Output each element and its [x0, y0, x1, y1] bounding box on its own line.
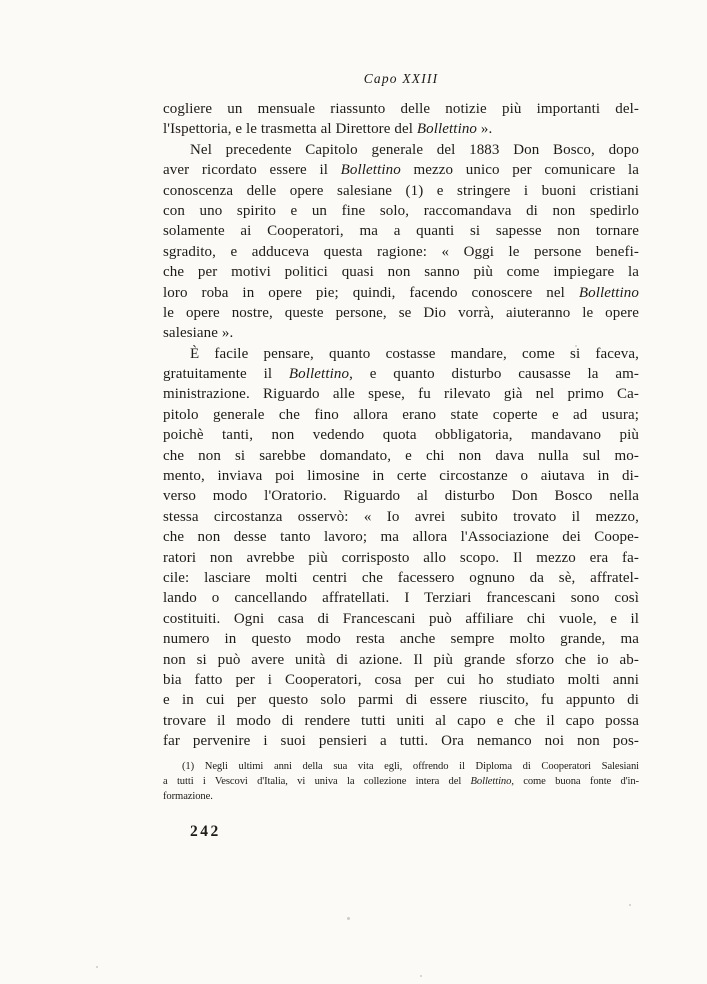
text-line: verso modo l'Oratorio. Riguardo al disturbo Don Bosco nella [163, 488, 639, 505]
text-line: trovare il modo di rendere tutti uniti al capo e che il capo possa [163, 712, 639, 729]
text-line: che non si sarebbe domandato, e chi non dava nulla sul mo- [163, 447, 639, 464]
text-line: con uno spirito e un fine solo, raccomandava di non spedirlo [163, 202, 639, 219]
text-line: che per motivi politici quasi non sanno più come impiegare la [163, 264, 639, 281]
body-text [163, 99, 639, 752]
footnote [163, 759, 639, 805]
text-line: Nel precedente Capitolo generale del 1883 Don Bosco, dopo [190, 141, 639, 158]
text-line: ratori non avrebbe più corrisposto allo scopo. Il mezzo era fa- [163, 549, 639, 566]
text-line: loro roba in opere pie; quindi, facendo conoscere nel Bollettino [163, 284, 639, 301]
text-line: salesiane ». [163, 325, 234, 342]
paragraph [163, 140, 639, 344]
text-line: aver ricordato essere il Bollettino mezzo unico per comunicare la [163, 162, 640, 179]
text-line: cile: lasciare molti centri che facessero ognuno da sè, affratel- [163, 569, 639, 586]
text-line: pitolo generale che fino allora erano state coperte e ad usura; [163, 406, 639, 423]
scan-speck [347, 917, 350, 920]
scan-speck [96, 966, 98, 968]
text-line: stessa circostanza osservò: « Io avrei subito trovato il mezzo, [163, 508, 639, 525]
text-line: mento, inviava poi limosine in certe circostanze o aiutava in di- [163, 468, 639, 485]
page-number: 242 [190, 823, 221, 840]
paragraph [163, 99, 639, 140]
text-line: non si può avere unità di azione. Il più grande sforzo che io ab- [163, 651, 639, 668]
text-line: far pervenire i suoi pensieri a tutti. Ora nemanco noi non pos- [163, 733, 639, 750]
text-line: lando o cancellando affratellati. I Terziari francescani sono così [163, 590, 639, 607]
text-line: e in cui per questo solo parmi di essere riuscito, fu appunto di [163, 692, 639, 709]
text-line: gratuitamente il Bollettino, e quanto disturbo causasse la am- [163, 366, 639, 383]
text-line: conoscenza delle opere salesiane (1) e stringere i buoni cristiani [163, 182, 639, 199]
text-line: a tutti i Vescovi d'Italia, vi univa la collezione intera del Bollettino, come buona fonte d'in- [163, 776, 639, 788]
text-line: numero in questo modo resta anche sempre molto grande, ma [163, 631, 639, 648]
scan-speck [575, 345, 577, 347]
text-line: sgradito, e adduceva questa ragione: « Oggi le persone benefi- [163, 243, 639, 260]
text-line: È facile pensare, quanto costasse mandare, come si faceva, [190, 345, 639, 362]
text-line: ministrazione. Riguardo alle spese, fu rilevato già nel primo Ca- [163, 386, 639, 403]
text-line: poichè tanti, non vedendo quota obbligatoria, mandavano più [163, 427, 639, 444]
text-line: (1) Negli ultimi anni della sua vita egli, offrendo il Diploma di Cooperatori Salesiani [182, 761, 639, 772]
paragraph [163, 344, 639, 752]
text-line: l'Ispettoria, e le trasmetta al Direttore del Bollettino ». [163, 121, 493, 138]
running-head: Capo XXIII [363, 71, 439, 86]
text-line: le opere nostre, queste persone, se Dio vorrà, aiuteranno le opere [163, 304, 639, 321]
text-line: bia fatto per i Cooperatori, cosa per cui ho studiato molti anni [163, 671, 639, 688]
text-line: solamente ai Cooperatori, ma a quanti si sapesse non tornare [163, 223, 639, 240]
scan-speck [420, 975, 422, 977]
text-line: costituiti. Ogni casa di Francescani può affiliare chi vuole, e il [163, 610, 639, 627]
scan-speck [629, 904, 631, 906]
text-line: che non desse tanto lavoro; ma allora l'Associazione dei Coope- [163, 529, 639, 546]
text-line: cogliere un mensuale riassunto delle notizie più importanti del- [163, 101, 639, 117]
text-line: formazione. [163, 791, 213, 803]
